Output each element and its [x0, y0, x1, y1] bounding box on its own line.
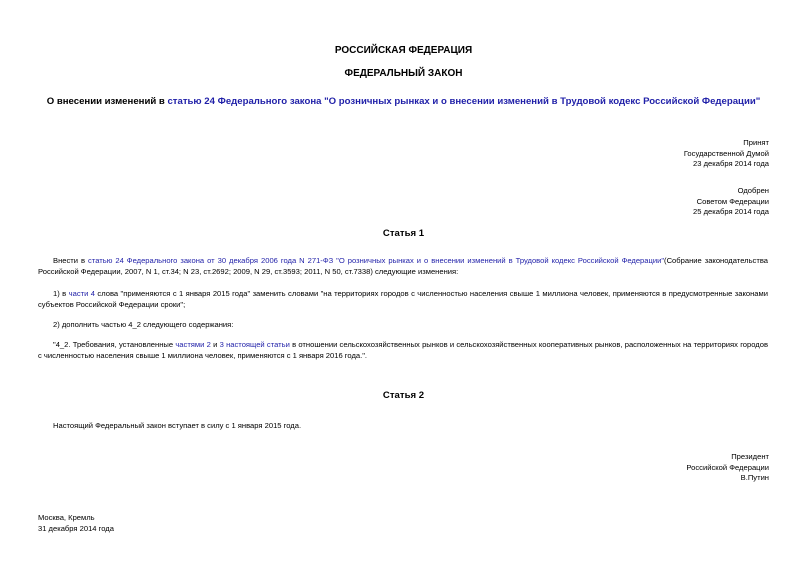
place-date-block: [38, 513, 114, 534]
quote-link-part2[interactable]: частями 2: [175, 340, 211, 349]
approval-block: [569, 186, 769, 218]
item1-post: слова "применяются с 1 января 2015 года" заменить словами "на территориях городов с численностью населения свыше 1 миллиона человек, применяются в предусмотренные законами субъектов Российской Федерации сроки";: [38, 289, 768, 309]
article1-intro-post: (Собрание законодательства Российской Федерации, 2007, N 1, ст.34; N 23, ст.2692; 2009, N 29, ст.3593; 2011, N 50, ст.7338) следующие изменения:: [38, 256, 768, 276]
country-heading: РОССИЙСКАЯ ФЕДЕРАЦИЯ: [334, 45, 473, 56]
signature-country: Российской Федерации: [686, 462, 769, 472]
approved-label: Одобрен: [737, 186, 769, 195]
adopted-by: Государственной Думой: [683, 148, 769, 158]
quote-pre: "4_2. Требования, установленные: [53, 340, 176, 349]
article1-heading: Статья 1: [382, 228, 425, 239]
approved-by: Советом Федерации: [696, 196, 769, 206]
signature-block: [569, 452, 769, 484]
article1-item1: [38, 289, 768, 310]
adopted-label: Принят: [743, 138, 769, 147]
adopted-date: 23 декабря 2014 года: [693, 159, 769, 168]
item1-pre: 1) в: [53, 289, 69, 298]
article1-intro-pre: Внести в: [53, 256, 89, 265]
quote-post: в отношении сельскохозяйственных рынков и сельскохозяйственных кооперативных рынков, расположенных на территориях городов с численностью населения свыше 1 миллиона человек, применяются с 1 января 2016 года.".: [38, 340, 768, 360]
signature-title: Президент: [731, 452, 769, 461]
item1-link[interactable]: части 4: [68, 289, 95, 298]
place: Москва, Кремль: [38, 513, 95, 522]
sign-date: 31 декабря 2014 года: [38, 523, 114, 533]
article2-heading: Статья 2: [382, 390, 425, 401]
law-title: [0, 96, 807, 107]
law-type-heading: ФЕДЕРАЛЬНЫЙ ЗАКОН: [344, 68, 463, 79]
article1-item2: 2) дополнить частью 4_2 следующего содержания:: [53, 320, 234, 329]
article2-text: Настоящий Федеральный закон вступает в силу с 1 января 2015 года.: [53, 421, 302, 430]
law-title-link[interactable]: статью 24 Федерального закона "О розничных рынках и о внесении изменений в Трудовой кодекс Российской Федерации": [167, 96, 761, 107]
article1-intro-link[interactable]: статью 24 Федерального закона от 30 декабря 2006 года N 271-ФЗ "О розничных рынках и о внесении изменений в Трудовой кодекс Российской Федерации": [88, 256, 665, 265]
article1-intro: [38, 256, 768, 277]
law-title-prefix: О внесении изменений в: [46, 96, 168, 107]
approved-date: 25 декабря 2014 года: [693, 207, 769, 216]
signature-name: В.Путин: [740, 473, 769, 482]
quote-link-part3[interactable]: 3 настоящей статьи: [219, 340, 290, 349]
article1-quote: [38, 340, 768, 361]
adoption-block: [569, 138, 769, 170]
quote-mid: и: [210, 340, 220, 349]
